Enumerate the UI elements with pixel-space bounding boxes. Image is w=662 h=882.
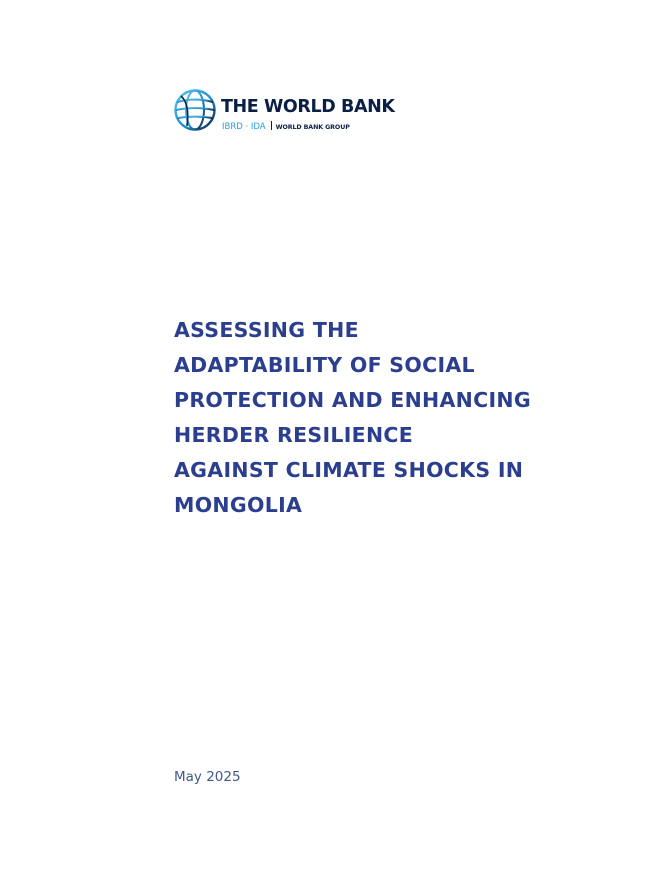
logo-subline <box>222 119 350 133</box>
publication-date: May 2025 <box>174 769 241 785</box>
report-title <box>174 313 634 523</box>
logo-ibrd-ida: IBRD · IDA <box>222 122 266 132</box>
logo-group-name: WORLD BANK GROUP <box>275 124 350 131</box>
logo-divider <box>271 121 272 130</box>
title-line: MONGOLIA <box>174 493 303 517</box>
title-line: HERDER RESILIENCE <box>174 423 414 447</box>
title-line: ADAPTABILITY OF SOCIAL <box>174 353 475 377</box>
logo-wordmark: THE WORLD BANK <box>221 97 395 117</box>
globe-icon <box>173 88 217 132</box>
title-line: ASSESSING THE <box>174 318 359 342</box>
title-line: PROTECTION AND ENHANCING <box>174 388 531 412</box>
world-bank-logo <box>173 88 395 134</box>
title-line: AGAINST CLIMATE SHOCKS IN <box>174 458 524 482</box>
